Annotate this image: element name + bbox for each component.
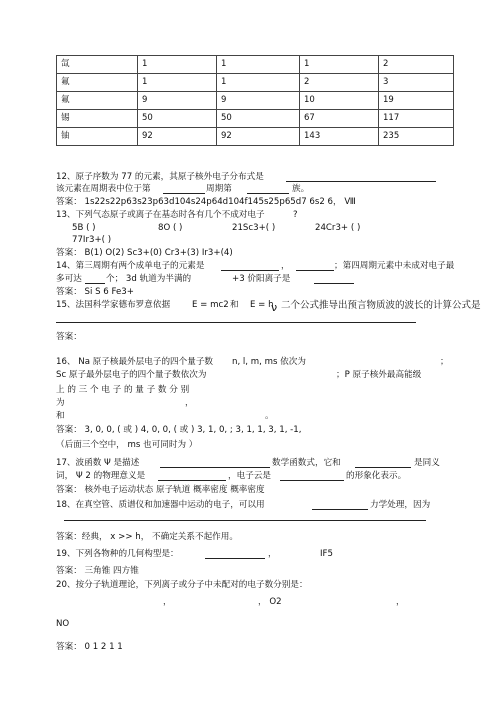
table-cell: 1 (300, 56, 379, 74)
q14-blank-count[interactable] (85, 283, 105, 284)
q17-blank-synonym[interactable] (355, 467, 411, 468)
table-cell: 锡 (57, 110, 138, 128)
q19-comma: ， (268, 549, 277, 559)
q15-nu: ν (271, 301, 278, 314)
q17-line1c: 是同义 (414, 458, 440, 468)
q13-item-b: 5B ( ) (72, 223, 96, 233)
q17-line1b: 数学函数式，它和 (272, 458, 341, 468)
table-cell: 10 (300, 92, 379, 110)
table-cell: 92 (217, 128, 300, 146)
q14-blank-elements-b[interactable] (296, 270, 334, 271)
table-cell: 铀 (57, 128, 138, 146)
q14-line1b: ；第四周期元素中未成对电子最 (334, 261, 455, 271)
table-cell: 1 (138, 74, 217, 92)
table-row (57, 110, 454, 128)
q18-blank-reason[interactable] (64, 520, 426, 521)
table-cell: 92 (138, 128, 217, 146)
q16-line4-comma: ， (185, 398, 194, 408)
table-cell: 2 (300, 74, 379, 92)
q17-answer: 答案： 核外电子运动状态 原子轨道 概率密度 概率密度 (56, 485, 265, 495)
q17-line2c: 的形象化表示。 (346, 471, 407, 481)
q16-line1a: 16、 Na 原子核最外层电子的四个量子数 (56, 357, 214, 367)
table-cell: 50 (217, 110, 300, 128)
q17-line2b: ，电子云是 (228, 471, 271, 481)
q13-item-sc: 21Sc3+( ) (232, 223, 276, 233)
q20-answer: 答案： 0 1 2 1 1 (56, 642, 123, 652)
q14-blank-elements-a[interactable] (221, 270, 279, 271)
table-cell: 50 (138, 110, 217, 128)
q12-line1: 12、原子序数为 77 的元素，其原子核外电子分布式是 (56, 172, 264, 182)
q16-line1b: n, l, m, ms 依次为 (232, 357, 306, 367)
q13-item-ir: 77Ir3+( ) (72, 235, 112, 245)
q18-line1b: 力学处理，因为 (370, 500, 431, 510)
table-row (57, 92, 454, 110)
q20-comma2: ， (396, 597, 405, 607)
q15-and: 和 (230, 300, 239, 310)
q19-blank-1[interactable] (205, 558, 265, 559)
q15-blank-formula[interactable] (56, 322, 416, 323)
isotope-table (56, 55, 454, 146)
table-cell: 67 (300, 110, 379, 128)
q14-line2c: +3 价阳离子是 (232, 274, 291, 284)
q14-line2b: 个； 3d 轨道为半满的 (106, 274, 192, 284)
q16-line2b: ；P 原子核外最高能级 (336, 370, 422, 380)
q12-blank-period[interactable] (163, 193, 205, 194)
q19-if5: IF5 (320, 549, 333, 559)
q17-line1a: 17、波函数 Ψ 是描述 (56, 458, 140, 468)
q16-answer: 答案： 3, 0, 0, ( 或 ) 4, 0, 0, ( 或 ) 3, 1, 0, ; 3, 1, 1, 3, 1, -1, (56, 425, 302, 435)
q16-line4: 为 (56, 398, 65, 408)
q13-qmark: ? (293, 210, 298, 220)
q15-answer: 答案： (56, 332, 82, 342)
q18-line1a: 18、在真空管、质谱仪和加速器中运动的电子，可以用 (56, 500, 265, 510)
q18-answer: 答案：经典， x >> h， 不确定关系不起作用。 (56, 532, 238, 542)
q14-answer: 答案： Si S 6 Fe3+ (56, 287, 134, 297)
table-cell: 氟 (57, 92, 138, 110)
q16-semi: ； (440, 357, 449, 367)
table-cell: 1 (217, 74, 300, 92)
q12-blank-group[interactable] (247, 193, 289, 194)
table-cell: 9 (138, 92, 217, 110)
table-cell: 143 (300, 128, 379, 146)
q12-blank-config[interactable] (286, 181, 436, 182)
q14-comma: ， (281, 261, 290, 271)
q16-answer-note: （后面三个空中， ms 也可同时为 ） (56, 440, 198, 450)
q14-line1a: 14、第三周期有两个成单电子的元素是 (56, 261, 205, 271)
q13-item-o: 8O ( ) (158, 223, 183, 233)
table-cell: 2 (379, 56, 454, 74)
q15-eq2: E = h (250, 300, 274, 310)
table-row (57, 56, 454, 74)
q17-blank-meaning[interactable] (158, 480, 226, 481)
q13-item-cr: 24Cr3+ ( ) (315, 223, 361, 233)
q12-line2b: 周期第 (206, 184, 232, 194)
q19-line1: 19、下列各物种的几何构型是： (56, 549, 179, 559)
q18-blank-mechanics[interactable] (312, 509, 368, 510)
q20-line1: 20、按分子轨道理论，下列离子或分子中未配对的电子数分别是： (56, 580, 308, 590)
q20-comma1: ， (163, 597, 172, 607)
q19-answer: 答案： 三角锥 四方锥 (56, 566, 139, 576)
table-cell: 19 (379, 92, 454, 110)
q14-line2a: 多可达 (56, 274, 82, 284)
q15-line1a: 15、法国科学家德布罗意依据 (56, 300, 171, 310)
table-row (57, 74, 454, 92)
q17-blank-cloud[interactable] (280, 480, 344, 481)
table-cell: 氙 (57, 56, 138, 74)
table-cell: 氟 (57, 74, 138, 92)
table-cell: 9 (217, 92, 300, 110)
q12-line2a: 该元素在周期表中位于第 (56, 184, 151, 194)
q16-line3: 上 的 三 个 电 子 的 量 子 数 分 别 (56, 385, 190, 395)
q20-o2: ， O2 (258, 597, 282, 607)
q13-line1: 13、下列气态原子或离子在基态时各有几个不成对电子 (56, 210, 265, 220)
q16-line2a: Sc 原子最外层电子的四个量子数依次为 (56, 370, 207, 380)
table-cell: 1 (138, 56, 217, 74)
q17-line2a: 词， Ψ 2 的物理意义是 (56, 471, 146, 481)
q12-answer: 答案： 1s22s22p63s23p63d104s24p64d104f145s25p65d7 6s2 6， Ⅷ (56, 197, 356, 207)
q15-eq1: E = mc2 (192, 300, 229, 310)
q16-line5-period: 。 (265, 411, 274, 421)
table-cell: 235 (379, 128, 454, 146)
q20-no: NO (56, 619, 70, 629)
q14-blank-ion[interactable] (314, 283, 354, 284)
q13-answer: 答案： B(1) O(2) Sc3+(0) Cr3+(3) Ir3+(4) (56, 248, 233, 258)
table-cell: 117 (379, 110, 454, 128)
table-cell: 3 (379, 74, 454, 92)
q17-blank-describe[interactable] (160, 467, 270, 468)
q12-line2c: 族。 (292, 184, 310, 194)
table-row (57, 128, 454, 146)
q15-line1b: 二个公式推导出预言物质波的波长的计算公式是 (281, 300, 481, 311)
q16-line5: 和 (56, 411, 65, 421)
table-cell: 1 (217, 56, 300, 74)
